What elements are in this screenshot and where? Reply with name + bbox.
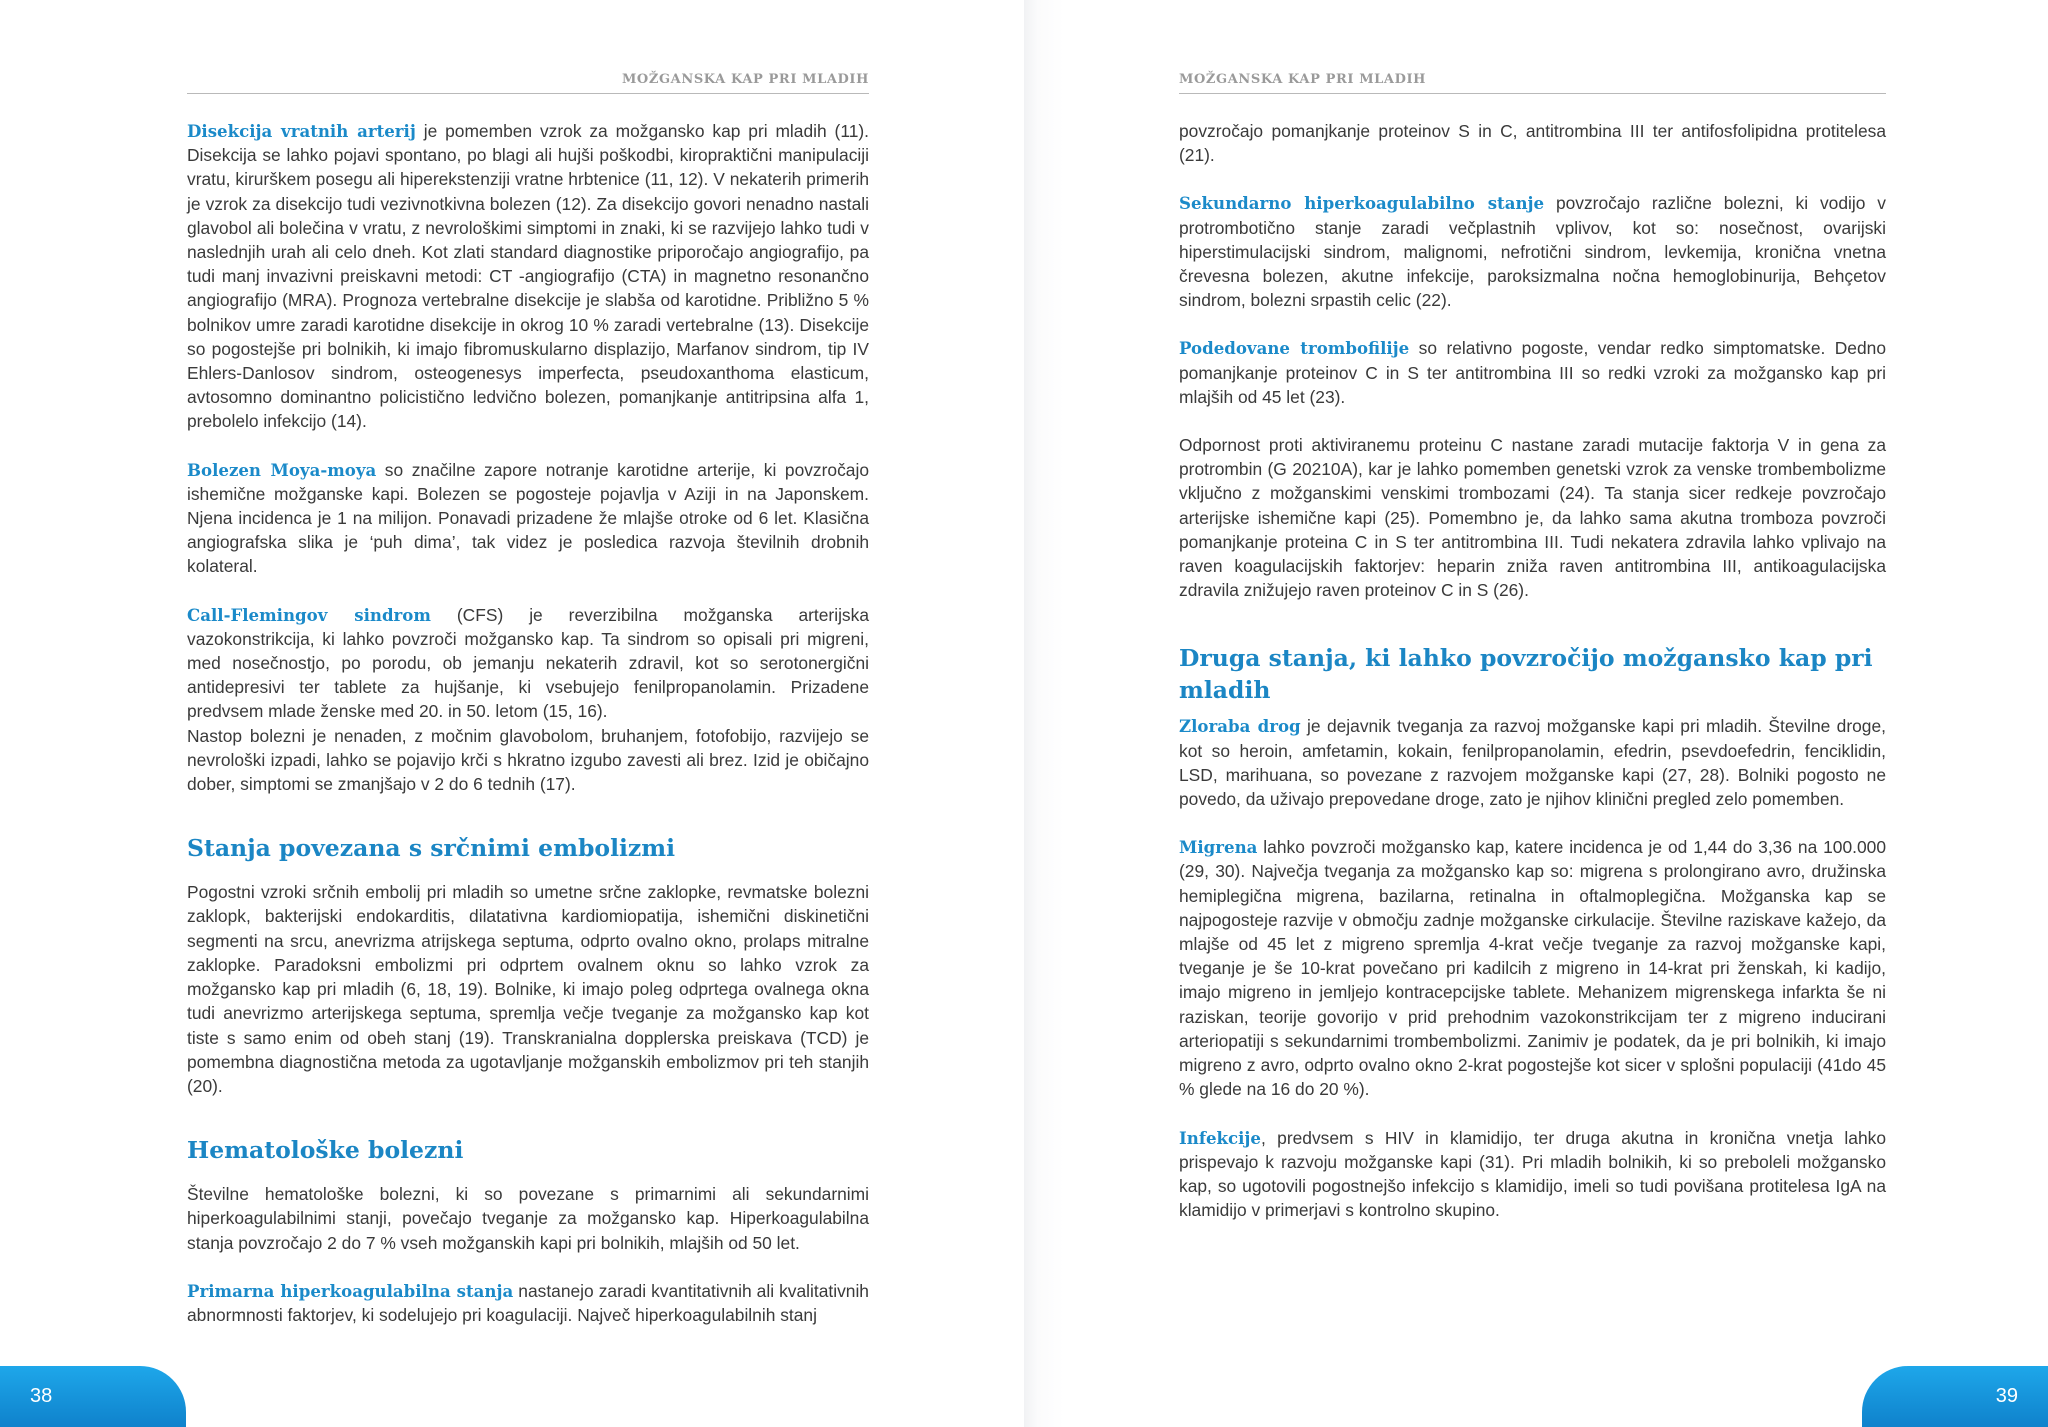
heading-other-conditions: Druga stanja, ki lahko povzročijo možgansko kap pri mladih <box>1179 644 1873 705</box>
term-moyamoya: Bolezen Moya-moya <box>187 459 377 480</box>
page-number-tab <box>1862 1366 2048 1427</box>
paragraph-drug-abuse <box>1179 714 1886 811</box>
paragraph-primary-hypercoag <box>187 1279 869 1327</box>
paragraph-cardiac-emboli: Pogostni vzroki srčnih embolij pri mladih so umetne srčne zaklopke, revmatske bolezni zaklopk, bakterijski endokarditis, dilatativna kardiomiopatija, ishemični diskinetični segmenti na srcu, anevrizma atrijskega septuma, odprto ovalno okno, prolaps mitralne zaklopke. Paradoksni embolizmi pri odprtem ovalnem oknu so lahko vzrok za možgansko kap pri mladih (6, 18, 19). Bolnike, ki imajo poleg odprtega ovalnega okna tudi anevrizmo arterijskega septuma, spremlja večje tveganje za možgansko kap kot tiste s samo enim od obeh stanj (19). Transkranialna dopplerska preiskava (TCD) je pomembna diagnostična metoda za ugotavljanje možganskih embolizmov pri teh stanjih (20). <box>187 882 869 1096</box>
paragraph-secondary-hypercoag <box>1179 191 1886 312</box>
term-infections: Infekcije <box>1179 1127 1261 1148</box>
running-head: MOŽGANSKA KAP PRI MLADIH <box>1179 72 1886 94</box>
right-page <box>1024 0 2048 1427</box>
right-column <box>1179 119 1886 1246</box>
paragraph-hematologic: Številne hematološke bolezni, ki so povezane s primarnimi ali sekundarnimi hiperkoagulabilnimi stanji, povečajo tveganje za možgansko kap. Hiperkoagulabilna stanja povzročajo 2 do 7 % vseh možganskih kapi pri bolnikih, mlajših od 50 let. <box>187 1184 869 1253</box>
paragraph-text: je dejavnik tveganja za razvoj možganske kapi pri mladih. Številne droge, kot so heroin, amfetamin, kokain, fenilpropanolamin, efedrin, psevdoefedrin, fenciklidin, LSD, marihuana, so povezane z razvojem možganske kapi (27, 28). Bolniki pogosto ne povedo, da uživajo prepovedane droge, zato je njihov klinični pregled zelo pomemben. <box>1179 716 1886 810</box>
paragraph-call-fleming <box>187 603 869 724</box>
paragraph-text: lahko povzroči možgansko kap, katere incidenca je od 1,44 do 3,36 na 100.000 (29, 30). Največja tveganja za možgansko kap so: migrena s prolongirano avro, družinska hemiplegična migrena, bazilarna, retinalna in oftalmoplegična. Možganska kap se najpogosteje razvije v območju zadnje možganske cirkulacije. Številne raziskave kažejo, da mlajše od 45 let z migreno spremlja 4-krat večje tveganje za razvoj možganske kapi, tveganje je še 10-krat povečano pri kadilcih z migreno in 14-krat pri ženskah, ki kadijo, imajo migreno in jemljejo kontracepcijske tablete. Mehanizem migrenskega infarkta še ni raziskan, teorije govorijo v prid prehodnim vazokonstrikcijam ter z migreno inducirani arteriopatiji s sekundarnimi trombembolizmi. Zanimiv je podatek, da je pri bolnikih, ki imajo migreno z avro, odprto ovalno okno 2-krat pogostejše kot sicer v splošni populaciji (41do 45 % glede na 16 do 20 %). <box>1179 837 1886 1100</box>
paragraph-continued: povzročajo pomanjkanje proteinov S in C, antitrombina III ter antifosfolipidna protitelesa (21). <box>1179 121 1886 166</box>
paragraph-infections <box>1179 1126 1886 1223</box>
paragraph-apc-resistance: Odpornost proti aktiviranemu proteinu C nastane zaradi mutacije faktorja V in gena za protrombin (G 20210A), kar je lahko pomemben genetski vzrok za venske trombembolizme vključno z možganskimi venskimi trombozami (24). Ta stanja sicer redkeje povzročajo arterijske ishemične kapi (25). Pomembno je, da lahko sama akutna tromboza povzroči pomanjkanje proteina C in S ter antitrombina III. Tudi nekatera zdravila lahko vplivajo na raven koagulacijskih faktorjev: heparin zniža raven antitrombina III, antikoagulacijska zdravila znižujejo raven proteinov C in S (26). <box>1179 435 1886 601</box>
heading-cardiac-emboli: Stanja povezana s srčnimi embolizmi <box>187 834 676 863</box>
page-number: 38 <box>30 1385 53 1407</box>
paragraph-call-fleming-onset: Nastop bolezni je nenaden, z močnim glavobolom, bruhanjem, fotofobijo, razvijejo se nevrološki izpadi, lahko se pojavijo krči s hkratno izgubo zavesti ali brez. Izid je običajno dober, simptomi se zmanjšajo v 2 do 6 tednih (17). <box>187 725 869 795</box>
heading-hematologic: Hematološke bolezni <box>187 1136 464 1165</box>
paragraph-text: je pomemben vzrok za možgansko kap pri mladih (11). Disekcija se lahko pojavi spontano, po blagi ali hujši poškodbi, kiropraktični manipulaciji vratu, kirurškem posegu ali hiperekstenziji vratne hrbtenice (11, 12). V nekaterih primerih je vzrok za disekcijo tudi vezivnotkivna bolezen (12). Za disekcijo govori nenadno nastali glavobol ali bolečina v vratu, z nevrološkimi simptomi in znaki, ki se razvijejo lahko tudi v naslednjih urah ali celo dneh. Kot zlati standard diagnostike priporočajo angiografijo, pa tudi manj invazivni preiskavni metodi: CT -angiografijo (CTA) in magnetno resonančno angiografijo (MRA). Prognoza vertebralne disekcije je slabša od karotidne. Približno 5 % bolnikov umre zaradi karotidne disekcije in okrog 10 % zaradi vertebralne (13). Disekcije so pogostejše pri bolnikih, ki imajo fibromuskularno displazijo, Marfanov sindrom, tip IV Ehlers-Danlosov sindrom, osteogenesys imperfecta, pseudoxanthoma elasticum, avtosomno dominantno policistično ledvično bolezen, pomanjkanje antitripsina alfa 1, prebolelo infekcijo (14). <box>187 121 869 432</box>
term-migraine: Migrena <box>1179 837 1258 858</box>
paragraph-text: (CFS) je reverzibilna možganska arterijska vazokonstrikcija, ki lahko povzroči možgansko kap. Ta sindrom so opisali pri migreni, med nosečnostjo, po porodu, ob jemanju nekaterih zdravil, kot so serotonergični antidepresivi ter tablete za hujšanje, ki vsebujejo fenilpropanolamin. Prizadene predvsem mlade ženske med 20. in 50. letom (15, 16). <box>187 604 869 722</box>
term-call-fleming: Call-Flemingov sindrom <box>187 604 431 625</box>
running-head: MOŽGANSKA KAP PRI MLADIH <box>187 72 869 94</box>
left-column <box>187 119 869 1351</box>
term-dissection: Disekcija vratnih arterij <box>187 121 416 141</box>
term-drug-abuse: Zloraba drog <box>1179 716 1301 737</box>
paragraph-text: so značilne zapore notranje karotidne arterije, ki povzročajo ishemične možganske kapi. Bolezen se pogosteje pojavlja v Aziji in na Japonskem. Njena incidenca je 1 na milijon. Ponavadi prizadene že mlajše otroke od 6 let. Klasična angiografska slika je ‘puh dima’, tak videz je posledica razvoja številnih drobnih kolateral. <box>187 459 869 577</box>
paragraph-text: povzročajo različne bolezni, ki vodijo v protrombotično stanje zaradi večplastnih vplivov, kot so: nosečnost, ovarijski hiperstimulacijski sindrom, malignomi, nefrotični sindrom, levkemija, kronična vnetna črevesna bolezen, akutne infekcije, paroksizmalna nočna hemoglobinurija, Behçetov sindrom, bolezni srpastih celic (22). <box>1179 193 1886 311</box>
paragraph-migraine <box>1179 835 1886 1101</box>
term-primary-hypercoag: Primarna hiperkoagulabilna stanja <box>187 1280 514 1301</box>
paragraph-moyamoya <box>187 458 869 579</box>
paragraph-inherited-thrombophilia <box>1179 336 1886 409</box>
page-number: 39 <box>1995 1385 2018 1407</box>
page-number-tab <box>0 1366 186 1427</box>
paragraph-text: so relativno pogoste, vendar redko simptomatske. Dedno pomanjkanje proteinov C in S ter antitrombina III so redki vzroki za možgansko kap pri mlajših od 45 let (23). <box>1179 338 1886 407</box>
term-secondary-hypercoag: Sekundarno hiperkoagulabilno stanje <box>1179 193 1545 214</box>
paragraph-dissection <box>187 119 869 434</box>
paragraph-text: nastanejo zaradi kvantitativnih ali kvalitativnih abnormnosti faktorjev, ki sodelujejo pri koagulaciji. Največ hiperkoagulabilnih stanj <box>187 1280 869 1325</box>
term-inherited-thrombophilia: Podedovane trombofilije <box>1179 338 1410 359</box>
paragraph-text: , predvsem s HIV in klamidijo, ter druga akutna in kronična vnetja lahko prispevajo k razvoju možganske kapi (31). Pri mladih bolnikih, ki so preboleli možgansko kap, so ugotovili pogostnejšo infekcijo s klamidijo, imeli so tudi povišana protitelesa IgA na klamidijo v primerjavi s kontrolno skupino. <box>1179 1127 1886 1221</box>
